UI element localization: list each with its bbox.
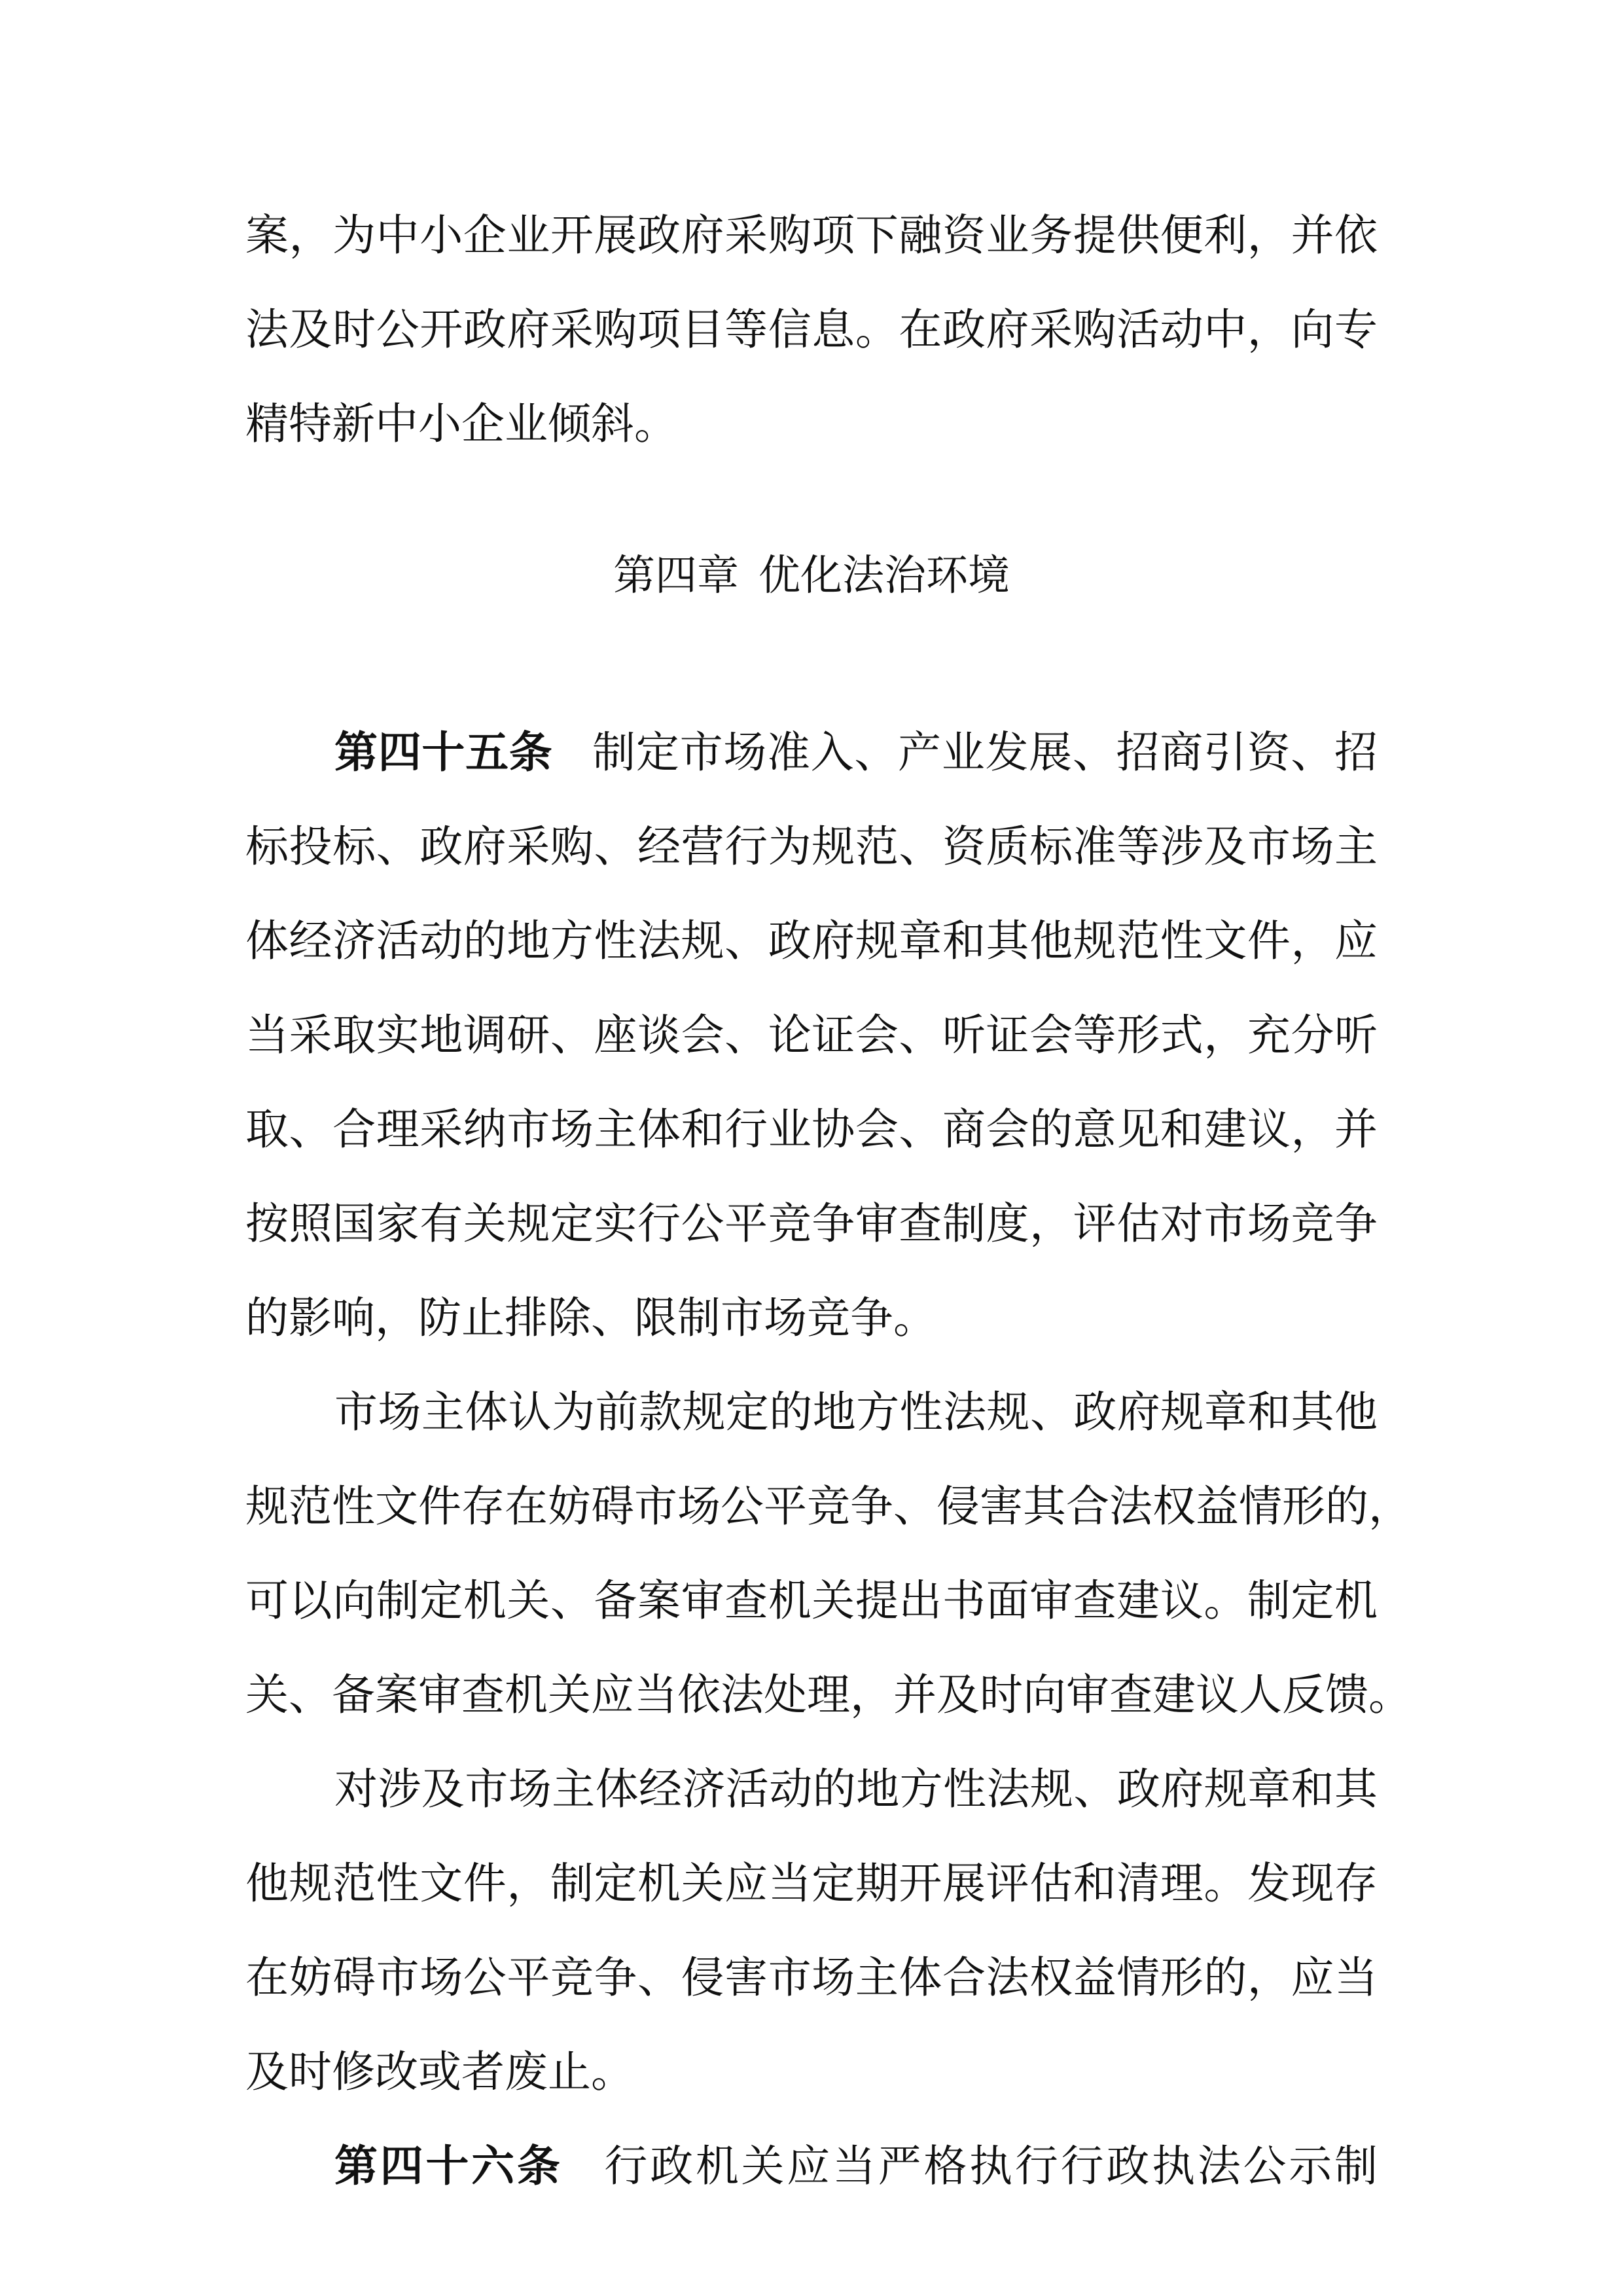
article-46-text: 行政机关应当严格执行行政执法公示制 xyxy=(601,2141,1378,2191)
chapter-number: 第四章 xyxy=(613,552,739,600)
text-line: 体经济活动的地方性法规、政府规章和其他规范性文件，应 xyxy=(245,916,1378,966)
text-line: 及时修改或者废止。 xyxy=(245,2047,634,2097)
text-line: 当采取实地调研、座谈会、论证会、听证会等形式，充分听 xyxy=(245,1010,1378,1060)
chapter-title: 优化法治环境 xyxy=(758,552,1010,600)
article-46-label: 第四十六条 xyxy=(334,2141,563,2191)
text-line: 案，为中小企业开展政府采购项下融资业务提供便利，并依 xyxy=(245,210,1378,260)
text-line: 按照国家有关规定实行公平竞争审查制度，评估对市场竞争 xyxy=(245,1198,1378,1249)
text-line: 对涉及市场主体经济活动的地方性法规、政府规章和其 xyxy=(334,1764,1378,1814)
text-line: 他规范性文件，制定机关应当定期开展评估和清理。发现存 xyxy=(245,1858,1378,1909)
text-line: 取、合理采纳市场主体和行业协会、商会的意见和建议，并 xyxy=(245,1104,1378,1155)
text-line: 规范性文件存在妨碍市场公平竞争、侵害其合法权益情形的， xyxy=(245,1481,1412,1532)
chapter-heading xyxy=(0,550,1623,602)
text-line: 在妨碍市场公平竞争、侵害市场主体合法权益情形的，应当 xyxy=(245,1952,1378,2003)
text-line: 市场主体认为前款规定的地方性法规、政府规章和其他 xyxy=(334,1387,1378,1437)
article-45-first-line xyxy=(334,726,1378,779)
text-line: 法及时公开政府采购项目等信息。在政府采购活动中，向专 xyxy=(245,304,1378,355)
text-line: 标投标、政府采购、经营行为规范、资质标准等涉及市场主 xyxy=(245,821,1378,872)
text-line: 精特新中小企业倾斜。 xyxy=(245,399,677,449)
article-45-text: 制定市场准入、产业发展、招商引资、招 xyxy=(592,727,1378,778)
text-line: 的影响，防止排除、限制市场竞争。 xyxy=(245,1293,936,1343)
article-46-first-line xyxy=(334,2140,1378,2193)
text-line: 关、备案审查机关应当依法处理，并及时向审查建议人反馈。 xyxy=(245,1670,1412,1720)
text-line: 可以向制定机关、备案审查机关提出书面审查建议。制定机 xyxy=(245,1575,1378,1626)
article-45-label: 第四十五条 xyxy=(334,727,553,778)
